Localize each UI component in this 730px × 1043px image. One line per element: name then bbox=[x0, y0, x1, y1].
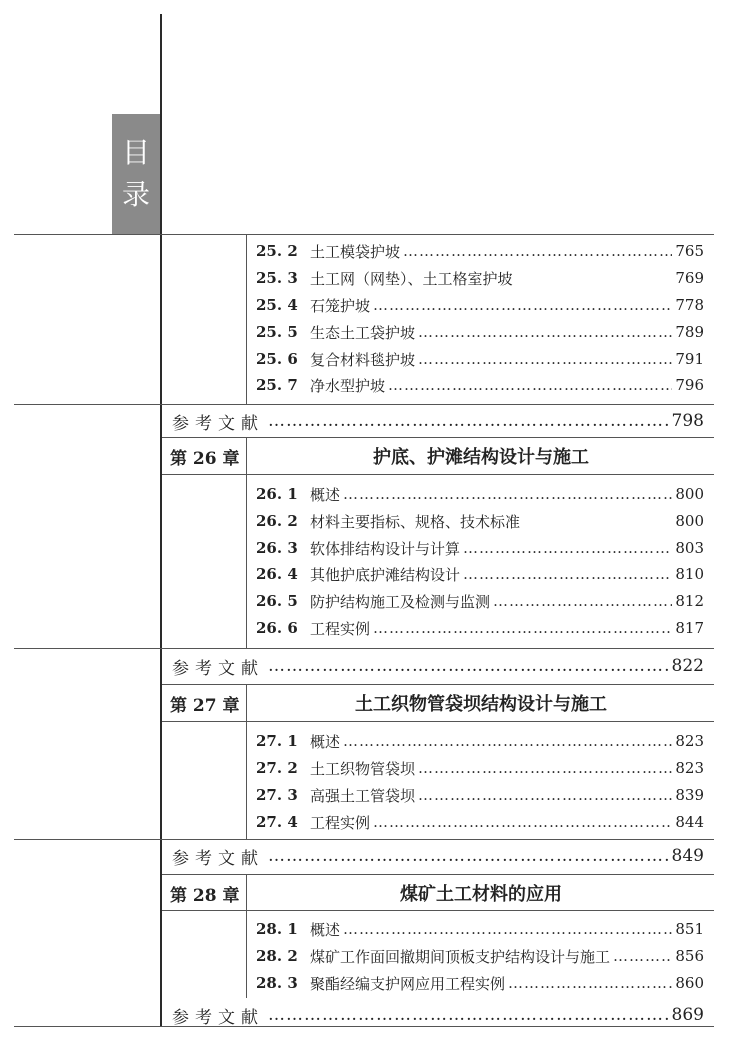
page-number: 810 bbox=[675, 565, 704, 583]
chapter-label: 第 26 章 bbox=[170, 448, 240, 469]
section-title: 石笼护坡 bbox=[310, 296, 371, 315]
toc-entry[interactable] bbox=[256, 294, 704, 316]
references-entry[interactable] bbox=[172, 843, 704, 869]
toc-entry[interactable] bbox=[256, 483, 704, 505]
column-separator bbox=[246, 684, 247, 721]
section-number: 25. 5 bbox=[256, 323, 298, 341]
section-title: 工程实例 bbox=[310, 813, 371, 832]
section-title: 生态土工袋护坡 bbox=[310, 323, 416, 342]
page-number: 844 bbox=[675, 813, 704, 831]
section-number: 25. 2 bbox=[256, 242, 298, 260]
section-title: 煤矿工作面回撤期间顶板支护结构设计与施工 bbox=[310, 947, 611, 966]
page-number: 822 bbox=[671, 656, 704, 676]
page-number: 823 bbox=[675, 759, 704, 777]
leader-dots bbox=[268, 1005, 668, 1025]
divider bbox=[162, 474, 714, 475]
leader-dots bbox=[343, 920, 672, 938]
chapter-label: 第 27 章 bbox=[170, 695, 240, 716]
page-number: 839 bbox=[675, 786, 704, 804]
page-number: 817 bbox=[675, 619, 704, 637]
divider bbox=[14, 648, 714, 649]
references-label: 参考文献 bbox=[172, 413, 264, 434]
references-entry[interactable] bbox=[172, 653, 704, 679]
column-separator bbox=[246, 234, 247, 404]
toc-entry[interactable] bbox=[256, 945, 704, 967]
page-number: 800 bbox=[675, 485, 704, 503]
section-title: 工程实例 bbox=[310, 619, 371, 638]
toc-entry[interactable] bbox=[256, 563, 704, 585]
toc-entry[interactable] bbox=[256, 510, 704, 532]
page-number: 791 bbox=[675, 350, 704, 368]
toc-entry[interactable] bbox=[256, 757, 704, 779]
page-number: 800 bbox=[675, 512, 704, 530]
toc-entry[interactable] bbox=[256, 918, 704, 940]
toc-entry[interactable] bbox=[256, 348, 704, 370]
leader-dots bbox=[268, 846, 668, 866]
toc-entry[interactable] bbox=[256, 267, 704, 289]
section-title: 聚酯经编支护网应用工程实例 bbox=[310, 974, 506, 993]
section-number: 27. 2 bbox=[256, 759, 298, 777]
section-title: 软体排结构设计与计算 bbox=[310, 539, 461, 558]
leader-dots bbox=[463, 539, 672, 557]
page-number: 849 bbox=[671, 846, 704, 866]
chapter-label: 第 28 章 bbox=[170, 885, 240, 906]
leader-dots bbox=[418, 350, 672, 368]
column-separator bbox=[246, 437, 247, 474]
section-title: 高强土工管袋坝 bbox=[310, 786, 416, 805]
leader-dots bbox=[343, 732, 672, 750]
section-title: 土工织物管袋坝 bbox=[310, 759, 416, 778]
divider bbox=[14, 404, 714, 405]
section-number: 26. 2 bbox=[256, 512, 298, 530]
page-number: 778 bbox=[675, 296, 704, 314]
references-label: 参考文献 bbox=[172, 1007, 264, 1028]
section-number: 27. 3 bbox=[256, 786, 298, 804]
toc-entry[interactable] bbox=[256, 730, 704, 752]
toc-tab-char: 目 bbox=[121, 136, 150, 169]
leader-dots bbox=[613, 947, 672, 965]
toc-entry[interactable] bbox=[256, 374, 704, 396]
page-number: 765 bbox=[675, 242, 704, 260]
chapter-title[interactable]: 土工织物管袋坝结构设计与施工 bbox=[355, 694, 607, 715]
leader-dots bbox=[418, 786, 672, 804]
section-title: 其他护底护滩结构设计 bbox=[310, 565, 461, 584]
section-number: 25. 6 bbox=[256, 350, 298, 368]
section-number: 25. 4 bbox=[256, 296, 298, 314]
toc-entry[interactable] bbox=[256, 784, 704, 806]
chapter-title[interactable]: 护底、护滩结构设计与施工 bbox=[373, 447, 589, 468]
page-number: 789 bbox=[675, 323, 704, 341]
page-number: 860 bbox=[675, 974, 704, 992]
section-number: 25. 3 bbox=[256, 269, 298, 287]
divider bbox=[162, 721, 714, 722]
section-number: 26. 4 bbox=[256, 565, 298, 583]
toc-entry[interactable] bbox=[256, 537, 704, 559]
leader-dots bbox=[418, 323, 672, 341]
leader-dots bbox=[508, 974, 672, 992]
section-number: 25. 7 bbox=[256, 376, 298, 394]
section-number: 27. 1 bbox=[256, 732, 298, 750]
leader-dots bbox=[388, 376, 672, 394]
page-number: 812 bbox=[675, 592, 704, 610]
section-number: 28. 3 bbox=[256, 974, 298, 992]
leader-dots bbox=[268, 411, 668, 431]
references-label: 参考文献 bbox=[172, 658, 264, 679]
chapter-title[interactable]: 煤矿土工材料的应用 bbox=[400, 884, 562, 905]
page-number: 856 bbox=[675, 947, 704, 965]
section-number: 28. 2 bbox=[256, 947, 298, 965]
page-number: 823 bbox=[675, 732, 704, 750]
page-number: 798 bbox=[671, 411, 704, 431]
leader-dots bbox=[418, 759, 672, 777]
leader-dots bbox=[343, 485, 672, 503]
toc-entry[interactable] bbox=[256, 972, 704, 994]
toc-entry[interactable] bbox=[256, 811, 704, 833]
column-separator bbox=[246, 874, 247, 910]
section-title: 防护结构施工及检测与监测 bbox=[310, 592, 491, 611]
section-title: 土工模袋护坡 bbox=[310, 242, 401, 261]
toc-tab-char: 录 bbox=[121, 178, 150, 211]
leader-dots bbox=[493, 592, 672, 610]
references-entry[interactable] bbox=[172, 1002, 704, 1028]
section-number: 26. 5 bbox=[256, 592, 298, 610]
section-title: 材料主要指标、规格、技术标准 bbox=[310, 512, 521, 531]
page-number: 851 bbox=[675, 920, 704, 938]
section-number: 28. 1 bbox=[256, 920, 298, 938]
references-label: 参考文献 bbox=[172, 848, 264, 869]
section-title: 概述 bbox=[310, 920, 341, 939]
section-title: 概述 bbox=[310, 485, 341, 504]
section-number: 27. 4 bbox=[256, 813, 298, 831]
page-number: 803 bbox=[675, 539, 704, 557]
toc-entry[interactable] bbox=[256, 617, 704, 639]
toc-side-tab bbox=[112, 114, 160, 234]
page-number: 796 bbox=[675, 376, 704, 394]
page-number: 769 bbox=[675, 269, 704, 287]
section-number: 26. 6 bbox=[256, 619, 298, 637]
section-title: 复合材料毯护坡 bbox=[310, 350, 416, 369]
leader-dots bbox=[268, 656, 668, 676]
leader-dots bbox=[403, 242, 672, 260]
section-number: 26. 1 bbox=[256, 485, 298, 503]
divider bbox=[14, 234, 714, 235]
section-title: 概述 bbox=[310, 732, 341, 751]
section-number: 26. 3 bbox=[256, 539, 298, 557]
references-entry[interactable] bbox=[172, 408, 704, 434]
leader-dots bbox=[373, 619, 672, 637]
toc-entry[interactable] bbox=[256, 590, 704, 612]
leader-dots bbox=[373, 813, 672, 831]
toc-entry[interactable] bbox=[256, 240, 704, 262]
divider bbox=[14, 839, 714, 840]
page-number: 869 bbox=[671, 1005, 704, 1025]
section-title: 净水型护坡 bbox=[310, 376, 386, 395]
toc-entry[interactable] bbox=[256, 321, 704, 343]
leader-dots bbox=[463, 565, 672, 583]
section-title: 土工网（网垫）、土工格室护坡 bbox=[310, 269, 513, 288]
leader-dots bbox=[373, 296, 672, 314]
